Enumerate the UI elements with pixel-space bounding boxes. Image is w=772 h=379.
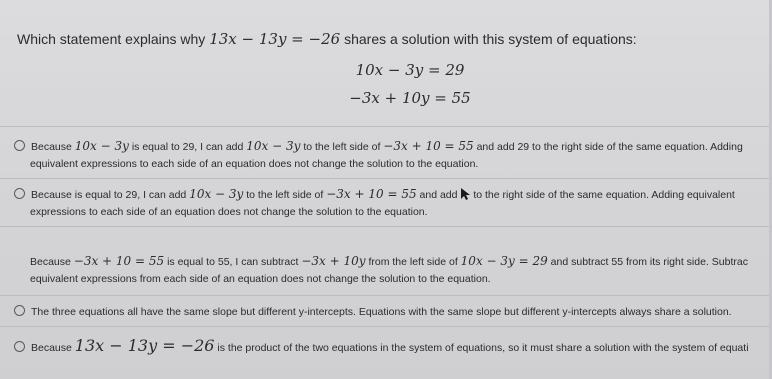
math-expression: 10x − 3y [189, 187, 244, 201]
system-equation-1: 10x − 3y = 29 [355, 61, 465, 79]
question-equation: 13x − 13y = −26 [209, 30, 341, 48]
option-e-line-1 [14, 337, 769, 357]
answer-option-c[interactable] [14, 253, 769, 288]
math-expression: 13x − 13y = −26 [74, 337, 215, 355]
math-expression: 10x − 3y [74, 139, 129, 153]
answer-option-e[interactable] [14, 337, 769, 357]
question-suffix: shares a solution with this system of equations: [344, 31, 637, 47]
option-text: from the left side of [365, 256, 461, 268]
option-text: Because [30, 256, 74, 268]
option-text: and add 29 to the right side of the same equation. Adding [473, 141, 743, 153]
divider [0, 126, 772, 127]
option-text: and add [416, 189, 461, 201]
option-text: Because [31, 342, 75, 354]
math-expression: −3x + 10 = 55 [383, 139, 474, 153]
option-d-line-1 [14, 304, 769, 321]
option-c-line-1 [14, 253, 769, 271]
option-text: to the left side of [300, 141, 384, 153]
equation-system [330, 58, 490, 114]
option-text: is equal to 55, I can subtract [164, 256, 302, 268]
option-b-line-2: expressions to each side of an equation does not change the solution to the equation. [30, 206, 428, 218]
answer-option-d[interactable] [14, 304, 769, 321]
option-text: and subtract 55 from its right side. Subtrac [547, 256, 748, 268]
answer-option-b[interactable] [14, 186, 769, 221]
divider [0, 295, 772, 296]
mouse-pointer-icon [460, 188, 470, 200]
option-text: Because is equal to 29, I can add [31, 189, 190, 201]
answer-option-a[interactable] [14, 138, 769, 173]
option-text: is equal to 29, I can add [128, 141, 247, 153]
option-c-line-2: equivalent expressions from each side of an equation does not change the solution to the equation. [30, 273, 491, 285]
math-expression: 10x − 3y = 29 [460, 254, 548, 268]
system-equation-2: −3x + 10y = 55 [349, 89, 471, 107]
option-text: is the product of the two equations in the system of equations, so it must share a solution with the system of equati [214, 342, 749, 354]
option-d-text: The three equations all have the same slope but different y-intercepts. Equations with the same slope but different y-intercepts always share a solution. [31, 306, 732, 318]
math-expression: −3x + 10y [301, 254, 366, 268]
question-text [17, 30, 637, 48]
question-prefix: Which statement explains why [17, 31, 206, 47]
math-expression: 10x − 3y [246, 139, 301, 153]
math-expression: −3x + 10 = 55 [326, 187, 417, 201]
option-text: Because [31, 141, 75, 153]
option-text: to the right side of the same equation. Adding equivalent [470, 189, 735, 201]
option-a-line-1 [14, 138, 769, 156]
divider [0, 226, 772, 227]
option-a-line-2: equivalent expressions to each side of an equation does not change the solution to the equation. [30, 158, 479, 170]
math-expression: −3x + 10 = 55 [73, 254, 165, 268]
radio-button-a[interactable] [14, 140, 25, 151]
option-text: to the left side of [243, 189, 327, 201]
radio-button-b[interactable] [14, 188, 25, 199]
option-b-line-1 [14, 186, 769, 204]
divider [0, 178, 772, 179]
radio-button-d[interactable] [14, 305, 25, 316]
divider [0, 326, 772, 327]
radio-button-e[interactable] [14, 341, 25, 352]
